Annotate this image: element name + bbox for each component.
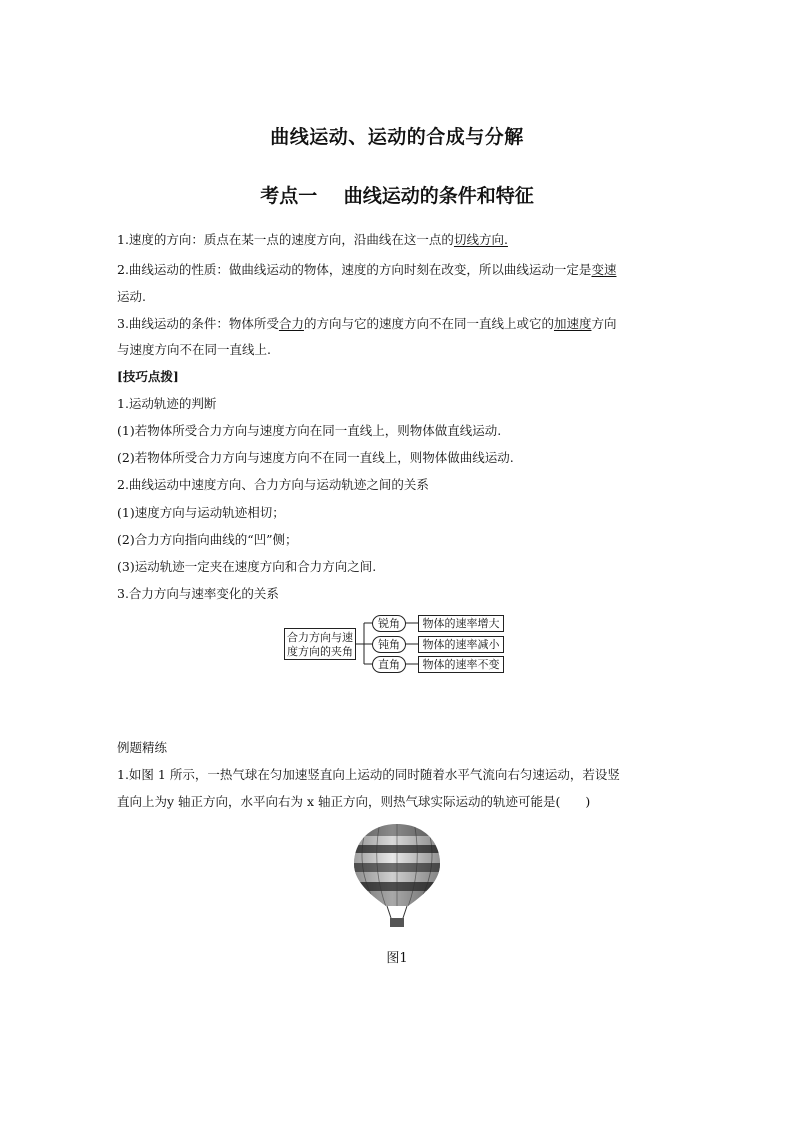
tip2-title: 2.曲线运动中速度方向、合力方向与运动轨迹之间的关系 <box>117 477 429 492</box>
tip2-item-3: (3)运动轨迹一定夹在速度方向和合力方向之间. <box>117 559 377 574</box>
paragraph-3-text-a: 3.曲线运动的条件：物体所受 <box>117 316 279 331</box>
tips-header: [技巧点拨] <box>117 369 179 384</box>
paragraph-1-text: 1.速度的方向：质点在某一点的速度方向，沿曲线在这一点的 <box>117 232 454 247</box>
tip3-title: 3.合力方向与速率变化的关系 <box>117 586 279 601</box>
paragraph-1 <box>117 232 508 248</box>
paragraph-2-line2: 运动. <box>117 289 146 304</box>
paragraph-1-underlined: 切线方向. <box>453 232 508 247</box>
diagram-main-line2: 度方向的夹角 <box>287 645 353 658</box>
paragraph-3-line2: 与速度方向不在同一直线上. <box>117 342 271 357</box>
tip1-title: 1.运动轨迹的判断 <box>117 396 217 411</box>
tip1-item-1: (1)若物体所受合力方向与速度方向在同一直线上，则物体做直线运动. <box>117 423 502 438</box>
diagram-result-decrease: 物体的速率减小 <box>418 636 504 653</box>
diagram-angle-right: 直角 <box>372 656 406 673</box>
question-1-line1: 1.如图 1 所示，一热气球在匀加速竖直向上运动的同时随着水平气流向右匀速运动，若设竖 <box>117 767 620 782</box>
tip2-item-2: (2)合力方向指向曲线的“凹”侧； <box>117 532 298 547</box>
diagram-angle-acute: 锐角 <box>372 615 406 632</box>
tip1-item-2: (2)若物体所受合力方向与速度方向不在同一直线上，则物体做曲线运动. <box>117 450 514 465</box>
diagram-main-line1: 合力方向与速 <box>287 631 353 644</box>
example-header: 例题精练 <box>117 740 168 755</box>
paragraph-2-underlined: 变速 <box>591 262 617 277</box>
paragraph-3-underlined-b: 加速度 <box>553 316 592 331</box>
page-title: 曲线运动、运动的合成与分解 <box>270 126 524 148</box>
question-1-line2: 直向上为y 轴正方向，水平向右为 x 轴正方向，则热气球实际运动的轨迹可能是( ) <box>117 794 591 809</box>
diagram-main-box <box>284 628 356 660</box>
diagram-angle-obtuse: 钝角 <box>372 636 406 653</box>
diagram-result-constant: 物体的速率不变 <box>418 656 504 673</box>
paragraph-3-underlined-a: 合力 <box>278 316 304 331</box>
section-subtitle: 考点一 曲线运动的条件和特征 <box>260 185 534 207</box>
paragraph-3-text-b: 的方向与它的速度方向不在同一直线上或它的 <box>303 316 554 331</box>
tip2-item-1: (1)速度方向与运动轨迹相切； <box>117 505 285 520</box>
paragraph-2-text: 2.曲线运动的性质：做曲线运动的物体，速度的方向时刻在改变，所以曲线运动一定是 <box>117 262 592 277</box>
paragraph-3 <box>117 316 617 332</box>
figure-caption: 图1 <box>386 951 408 966</box>
diagram-result-increase: 物体的速率增大 <box>418 615 504 632</box>
paragraph-2 <box>117 262 616 278</box>
hot-air-balloon-image <box>350 822 444 930</box>
paragraph-3-text-c: 方向 <box>591 316 617 331</box>
angle-speed-diagram <box>282 613 512 677</box>
